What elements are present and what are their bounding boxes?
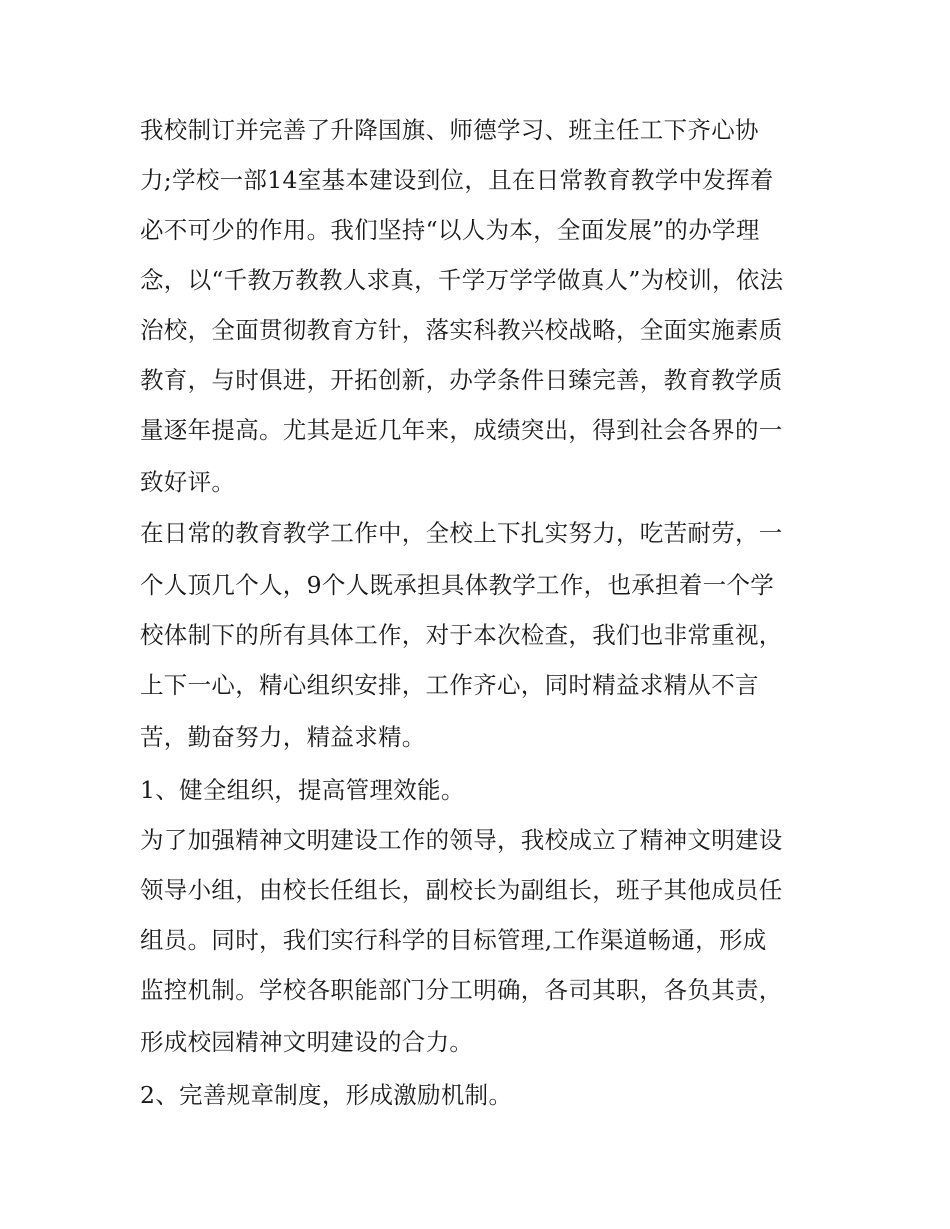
text-line-18: 监控机制。学校各职能部门分工明确，各司其职，各负其责， [140, 976, 783, 1004]
text-line-19: 形成校园精神文明建设的合力。 [140, 1028, 474, 1056]
text-line-5: 治校，全面贯彻教育方针，落实科教兴校战略，全面实施素质 [140, 316, 783, 344]
text-line-2: 力;学校一部14室基本建设到位，且在日常教育教学中发挥着 [140, 166, 774, 194]
text-line-15: 为了加强精神文明建设工作的领导，我校成立了精神文明建设 [140, 826, 783, 854]
text-line-1: 我校制订并完善了升降国旗、师德学习、班主任工下齐心协 [140, 116, 759, 144]
text-line-3: 必不可少的作用。我们坚持“以人为本，全面发展”的办学理 [140, 216, 760, 244]
text-line-11: 校体制下的所有具体工作，对于本次检查，我们也非常重视， [140, 621, 783, 649]
text-line-17: 组员。同时，我们实行科学的目标管理,工作渠道畅通，形成 [140, 926, 767, 954]
text-line-12: 上下一心，精心组织安排，工作齐心，同时精益求精从不言 [140, 671, 759, 699]
text-line-13: 苦，勤奋努力，精益求精。 [140, 723, 426, 751]
section-heading-2: 2、完善规章制度，形成激励机制。 [140, 1081, 513, 1109]
text-line-16: 领导小组，由校长任组长，副校长为副组长，班子其他成员任 [140, 876, 783, 904]
text-line-7: 量逐年提高。尤其是近几年来，成绩突出，得到社会各界的一 [140, 416, 783, 444]
text-line-6: 教育，与时俱进，开拓创新，办学条件日臻完善，教育教学质 [140, 366, 783, 394]
text-line-9: 在日常的教育教学工作中，全校上下扎实努力，吃苦耐劳，一 [140, 519, 783, 547]
text-line-8: 致好评。 [140, 468, 236, 496]
text-line-4: 念，以“千教万教教人求真，千学万学学做真人”为校训，依法 [140, 266, 784, 294]
section-heading-1: 1、健全组织，提高管理效能。 [140, 776, 465, 804]
text-line-10: 个人顶几个人，9个人既承担具体教学工作，也承担着一个学 [140, 571, 775, 599]
